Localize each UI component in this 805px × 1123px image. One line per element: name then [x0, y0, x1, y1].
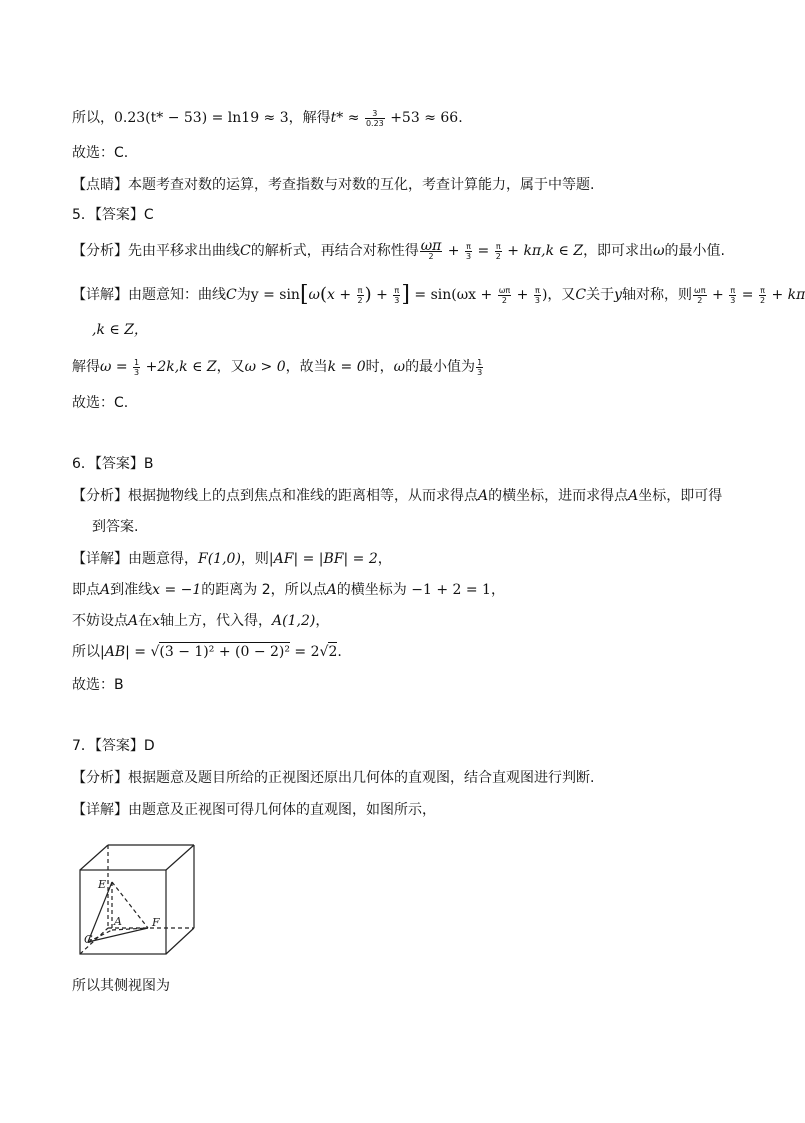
label-e: E	[98, 878, 107, 891]
analysis-5: 【分析】先由平移求出曲线C的解析式，再结合对称性得 $\frac{\omega\pi}{2}$ + $\frac{\pi}{3}$ = $\frac{\pi}{2}$ + kπ,k ∈ Z，即可求出ω的最小值.	[72, 237, 725, 261]
detail-6-b: 即点A到准线x = −1的距离为 2，所以点A的横坐标为 −1 + 2 = 1，	[72, 582, 505, 598]
answer-heading-5: 5．【答案】C	[72, 207, 154, 223]
detail-6-c: 不妨设点A在x轴上方，代入得，A(1,2)，	[72, 613, 330, 629]
answer-choice: 故选：C.	[72, 145, 129, 161]
answer-choice: 故选：C.	[72, 395, 129, 411]
detail-6: 【详解】由题意得，F(1,0)，则|AF| = |BF| = 2，	[72, 551, 392, 567]
line-solution-t: 所以，0.23(t* − 53) = ln19 ≈ 3，解得t* ≈ $\frac{3}{0.23}$ +53 ≈ 66.	[72, 108, 463, 128]
analysis-6: 【分析】根据抛物线上的点到焦点和准线的距离相等，从而求得点A的横坐标，进而求得点A坐标，即可得	[72, 488, 723, 504]
detail-5-solve: 解得ω = $\frac{1}{3}$ +2k,k ∈ Z，又ω > 0，故当k = 0时，ω的最小值为 $\frac{1}{3}$	[72, 357, 483, 377]
answer-heading-7: 7．【答案】D	[72, 738, 155, 754]
analysis-6-cont: 到答案.	[92, 519, 139, 535]
label-f: F	[152, 916, 160, 929]
detail-5: 【详解】由题意知：曲线C为y = sin[ω(x + $\frac{\pi}{2}$ ) + $\frac{\pi}{3}$ ] = sin(ωx + $\frac{\omega\pi}{2}$ + $\frac{\pi}{3}$ )，又C关于y轴对称，则 $\frac{\omega\pi}{2}$ + $\frac{\pi}{3}$ = $\frac{\pi}{2}$ + kπ	[72, 282, 805, 307]
detail-5-cont: ,k ∈ Z，	[92, 322, 148, 338]
label-a: A	[114, 915, 122, 928]
detail-7: 【详解】由题意及正视图可得几何体的直观图，如图所示，	[72, 802, 436, 818]
side-view-line: 所以其侧视图为	[72, 978, 170, 994]
cube-figure	[78, 842, 200, 954]
comment-line: 【点睛】本题考查对数的运算，考查指数与对数的互化，考查计算能力，属于中等题.	[72, 177, 595, 193]
fraction: $\frac{3}{0.23}$	[365, 108, 384, 128]
analysis-7: 【分析】根据题意及题目所给的正视图还原出几何体的直观图，结合直观图进行判断.	[72, 770, 595, 786]
detail-6-d: 所以|AB| = √(3 − 1)² + (0 − 2)² = 2√2.	[72, 644, 342, 660]
answer-heading-6: 6．【答案】B	[72, 456, 154, 472]
answer-choice: 故选：B	[72, 677, 124, 693]
label-g: G	[84, 933, 93, 946]
